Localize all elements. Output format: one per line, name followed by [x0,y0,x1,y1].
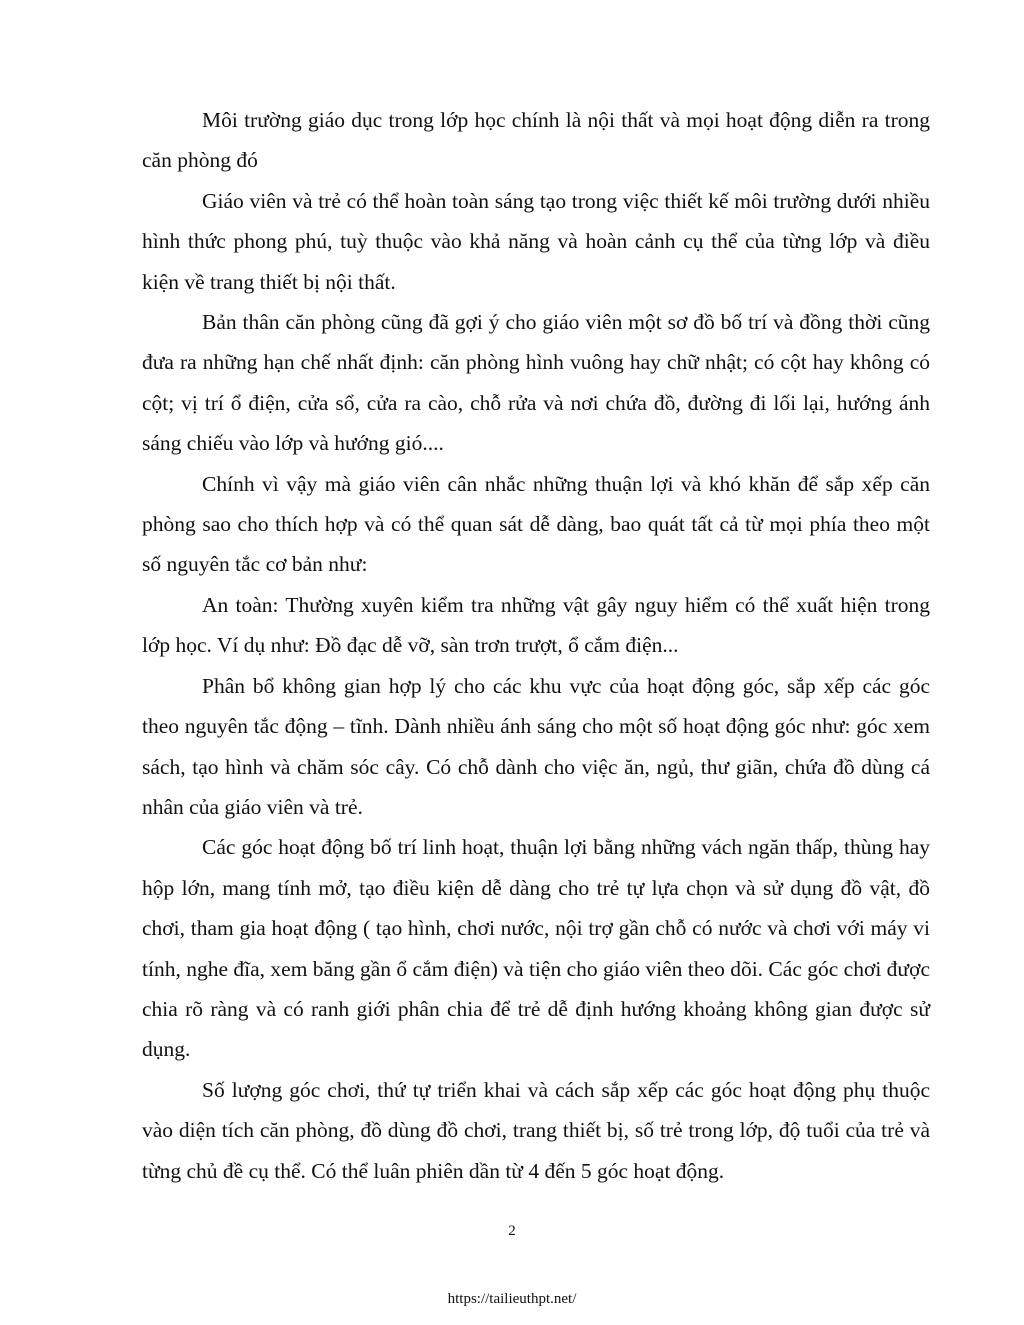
paragraph-1: Môi trường giáo dục trong lớp học chính là nội thất và mọi hoạt động diễn ra trong căn phòng đó [142,108,930,173]
paragraph-4: Chính vì vậy mà giáo viên cân nhắc những thuận lợi và khó khăn để sắp xếp căn phòng sao cho thích hợp và có thể quan sát dễ dàng, bao quát tất cả từ mọi phía theo một số nguyên tắc cơ bản như: [142,471,930,577]
paragraph-6: Phân bổ không gian hợp lý cho các khu vực của hoạt động góc, sắp xếp các góc theo nguyên tắc động – tĩnh. Dành nhiều ánh sáng cho một số hoạt động góc như: góc xem sách, tạo hình và chăm sóc cây. Có chỗ dành cho việc ăn, ngủ, thư giãn, chứa đồ dùng cá nhân của giáo viên và trẻ. [142,673,930,819]
paragraph-2: Giáo viên và trẻ có thể hoàn toàn sáng tạo trong việc thiết kế môi trường dưới nhiều hình thức phong phú, tuỳ thuộc vào khả năng và hoàn cảnh cụ thể của từng lớp và điều kiện về trang thiết bị nội thất. [142,188,930,294]
footer-url[interactable]: https://tailieuthpt.net/ [447,1291,577,1307]
page-number: 2 [508,1223,516,1239]
paragraph-8: Số lượng góc chơi, thứ tự triển khai và cách sắp xếp các góc hoạt động phụ thuộc vào diện tích căn phòng, đồ dùng đồ chơi, trang thiết bị, số trẻ trong lớp, độ tuổi của trẻ và từng chủ đề cụ thể. Có thể luân phiên dần từ 4 đến 5 góc hoạt động. [142,1077,930,1183]
paragraph-3: Bản thân căn phòng cũng đã gợi ý cho giáo viên một sơ đồ bố trí và đồng thời cũng đưa ra những hạn chế nhất định: căn phòng hình vuông hay chữ nhật; có cột hay không có cột; vị trí ổ điện, cửa sổ, cửa ra cào, chỗ rửa và nơi chứa đồ, đường đi lối lại, hướng ánh sáng chiếu vào lớp và hướng gió.... [142,310,930,456]
paragraph-7: Các góc hoạt động bố trí linh hoạt, thuận lợi bằng những vách ngăn thấp, thùng hay hộp lớn, mang tính mở, tạo điều kiện dễ dàng cho trẻ tự lựa chọn và sử dụng đồ vật, đồ chơi, tham gia hoạt động ( tạo hình, chơi nước, nội trợ gần chỗ có nước và chơi với máy vi tính, nghe đĩa, xem băng gần ổ cắm điện) và tiện cho giáo viên theo dõi. Các góc chơi được chia rõ ràng và có ranh giới phân chia để trẻ dễ định hướng khoảng không gian được sử dụng. [142,835,930,1062]
paragraph-5: An toàn: Thường xuyên kiểm tra những vật gây nguy hiểm có thể xuất hiện trong lớp học. Ví dụ như: Đồ đạc dễ vỡ, sàn trơn trượt, ổ cắm điện... [142,592,930,658]
document-body [142,100,930,1191]
